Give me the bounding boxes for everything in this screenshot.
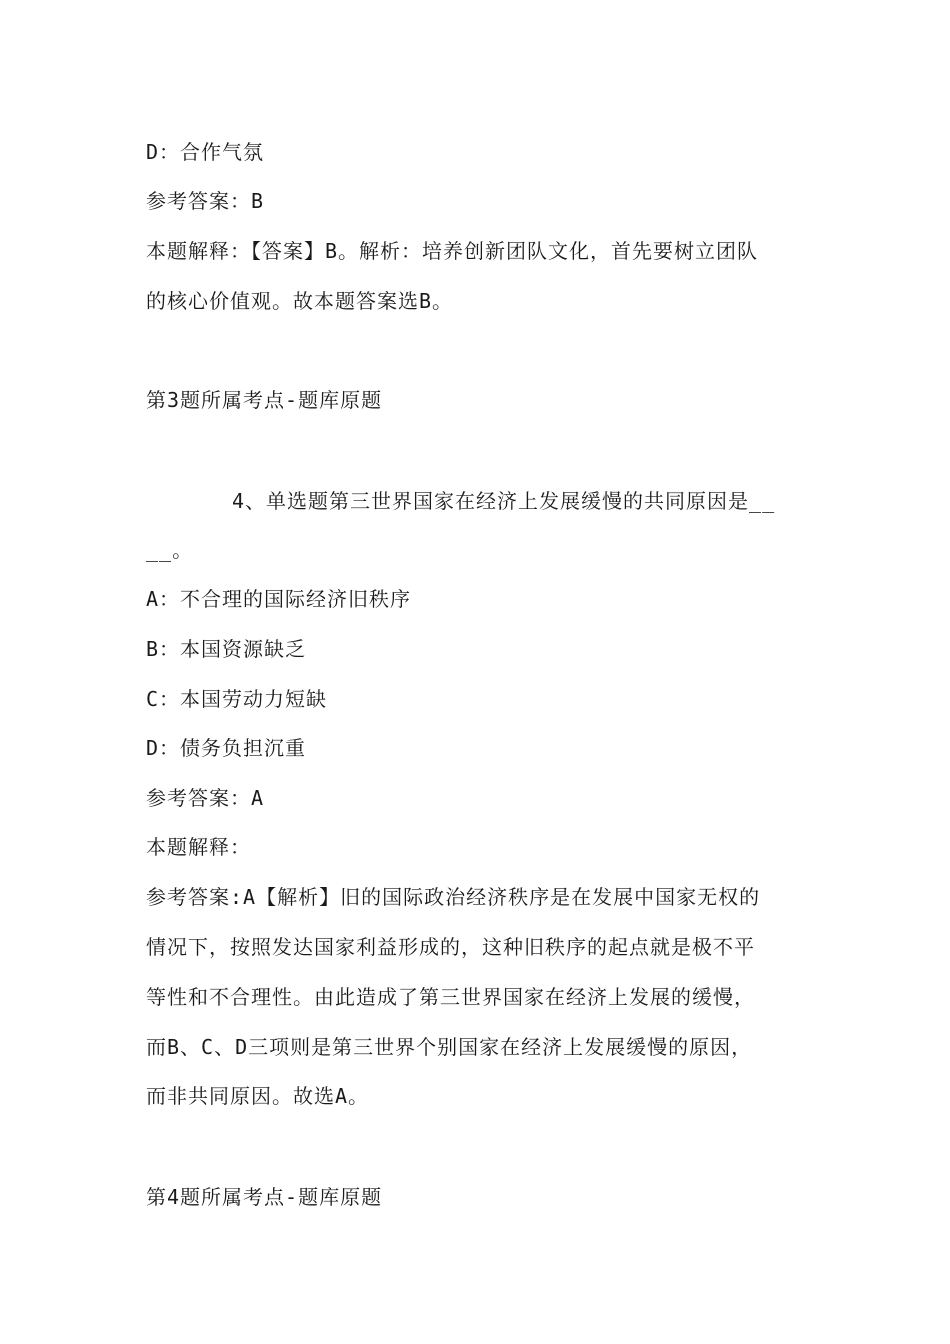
q4-question-line-1: 4、单选题第三世界国家在经济上发展缓慢的共同原因是__ [232, 489, 776, 513]
q4-explanation-line-2: 情况下，按照发达国家利益形成的，这种旧秩序的起点就是极不平 [146, 935, 755, 959]
q4-explanation-line-4: 而B、C、D三项则是第三世界个别国家在经济上发展缓慢的原因， [146, 1035, 753, 1059]
q3-explanation-line-2: 的核心价值观。故本题答案选B。 [146, 289, 454, 313]
q4-question-line-2: __。 [146, 538, 194, 562]
q4-explanation-line-3: 等性和不合理性。由此造成了第三世界国家在经济上发展的缓慢， [146, 985, 755, 1009]
q4-option-c: C：本国劳动力短缺 [146, 687, 328, 711]
q4-answer: 参考答案：A [146, 786, 265, 810]
q4-option-a: A：不合理的国际经济旧秩序 [146, 587, 412, 611]
q3-answer: 参考答案：B [146, 189, 265, 213]
q4-option-b: B：本国资源缺乏 [146, 637, 307, 661]
q4-option-d: D：债务负担沉重 [146, 736, 307, 760]
q3-topic: 第3题所属考点-题库原题 [146, 388, 383, 412]
q4-topic: 第4题所属考点-题库原题 [146, 1185, 383, 1209]
q4-explanation-line-1: 参考答案:A【解析】旧的国际政治经济秩序是在发展中国家无权的 [146, 885, 761, 909]
q3-option-d: D：合作气氛 [146, 140, 265, 164]
q4-explanation-label: 本题解释： [146, 835, 251, 859]
q4-explanation-line-5: 而非共同原因。故选A。 [146, 1084, 370, 1108]
q3-explanation-line-1: 本题解释：【答案】B。解析：培养创新团队文化，首先要树立团队 [146, 239, 759, 263]
